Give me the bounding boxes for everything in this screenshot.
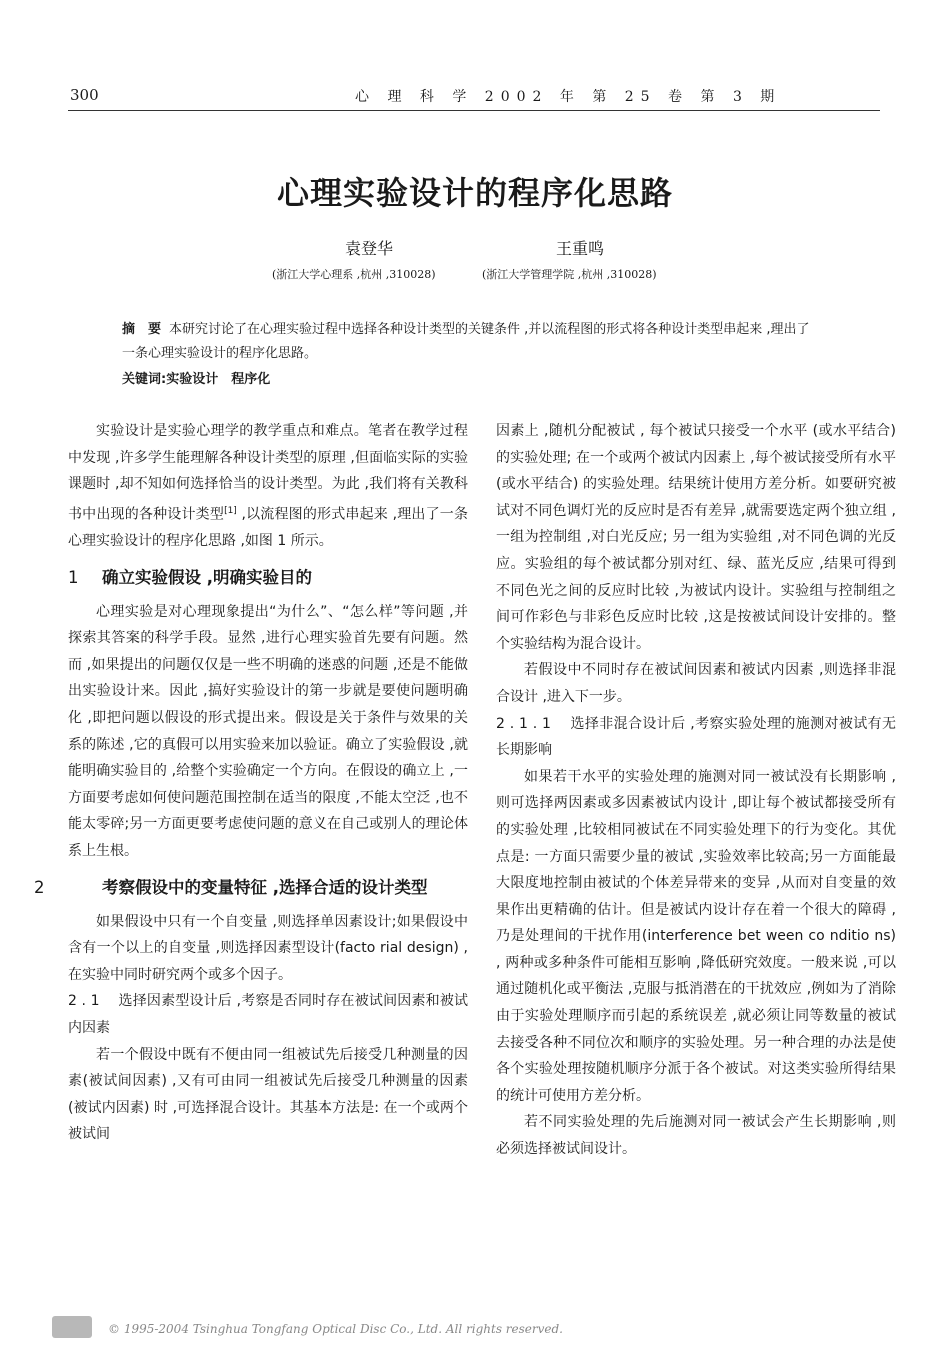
subsection-2-1-heading: 2 . 1 选择因素型设计后 ,考察是否同时存在被试间因素和被试内因素 xyxy=(68,993,468,1036)
subsection-2-1-body: 若一个假设中既有不便由同一组被试先后接受几种测量的因素(被试间因素) ,又有可由同一组被试先后接受几种测量的因素(被试内因素) 时 ,可选择混合设计。其基本方法是: 在一个或两个被试间 xyxy=(68,1046,468,1143)
author-name: 袁登华 xyxy=(345,239,394,258)
left-column xyxy=(34,418,468,1148)
header-rule xyxy=(68,110,880,111)
paragraph: 因素上 ,随机分配被试 , 每个被试只接受一个水平 (或水平结合) 的实验处理; 在一个或两个被试内因素上 ,每个被试接受所有水平(或水平结合) 的实验处理。结果统计使用方差分析。如要研究被试对不同色调灯光的反应时是否有差异 ,就需要选定两个独立组 ,一组为控制组 ,对白光反应; 另一组为实验组 ,对不同色调的光反应。实验组的每个被试都分别对红、绿、蓝光反应 ,结果可得到不同色光之间的反应时比较 ,为被试内设计。实验组与控制组之间可作彩色与非彩色反应时比较 ,这是按被试间设计安排的。整个实验结构为混合设计。 xyxy=(496,423,896,652)
keywords: 关键词:实验设计 程序化 xyxy=(122,372,271,387)
journal-header: 心 理 科 学 2002 年 第 25 卷 第 3 期 xyxy=(355,89,782,105)
section-1-heading: 1 确立实验假设 ,明确实验目的 xyxy=(68,567,313,587)
paragraph: 如果若干水平的实验处理的施测对同一被试没有长期影响 ,则可选择两因素或多因素被试内设计 ,即让每个被试都接受所有的实验处理 ,比较相同被试在不同实验处理下的行为变化。其优点是: 一方面只需要少量的被试 ,实验效率比较高;另一方面能最大限度地控制由被试的个体差异带来的变异 ,从而对自变量的效果作出更精确的估计。但是被试内设计存在着一个很大的障碍 ,乃是处理间的干扰作用(interference bet ween co nditio ns) , 两种或多种条件可能相互影响 ,降低研究效度。一般来说 ,可以通过随机化或平衡法 ,克服与抵消潜在的干扰效应 ,例如为了消除由于实验处理顺序而引起的系统误差 ,就必须让同等数量的被试去接受各种不同位次和顺序的实验处理。另一种合理的办法是使各个实验处理按随机顺序分派于各个被试。对这类实验所得结果的统计可使用方差分析。 xyxy=(496,768,896,1104)
paragraph: 若不同实验处理的先后施测对同一被试会产生长期影响 ,则必须选择被试间设计。 xyxy=(496,1114,896,1158)
abstract xyxy=(122,318,822,366)
page-number: 300 xyxy=(70,86,99,104)
abstract-text: 本研究讨论了在心理实验过程中选择各种设计类型的关键条件 ,并以流程图的形式将各种设计类型串起来 ,理出了一条心理实验设计的程序化思路。 xyxy=(122,322,810,361)
section-1-body: 心理实验是对心理现象提出“为什么”、“怎么样”等问题 ,并探索其答案的科学手段。显然 ,进行心理实验首先要有问题。然而 ,如果提出的问题仅仅是一些不明确的迷惑的问题 ,还是不能做出实验设计来。因此 ,搞好实验设计的第一步就是要使问题明确化 ,即把问题以假设的形式提出来。假设是关于条件与效果的关系的陈述 ,它的真假可以用实验来加以验证。确立了实验假设 ,就能明确实验目的 ,给整个实验确定一个方向。在假设的确立上 ,一方面要考虑如何使问题范围控制在适当的限度 ,不能太空泛 ,也不能太零碎;另一方面更要考虑使问题的意义在自己或别人的理论体系上生根。 xyxy=(68,603,468,859)
author-name: 王重鸣 xyxy=(556,239,605,258)
author-affiliation: (浙江大学心理系 ,杭州 ,310028) xyxy=(272,268,436,281)
subsection-2-1-1-heading: 2 . 1 . 1 选择非混合设计后 ,考察实验处理的施测对被试有无长期影响 xyxy=(496,715,896,759)
paragraph: 若假设中不同时存在被试间因素和被试内因素 ,则选择非混合设计 ,进入下一步。 xyxy=(496,662,896,705)
copyright-footer: © 1995-2004 Tsinghua Tongfang Optical Disc Co., Ltd. All rights reserved. xyxy=(108,1322,563,1336)
section-2-body: 如果假设中只有一个自变量 ,则选择单因素设计;如果假设中含有一个以上的自变量 ,则选择因素型设计(facto rial design) ,在实验中同时研究两个或多个因子。 xyxy=(68,913,468,983)
publisher-logo-icon xyxy=(52,1316,92,1338)
author-affiliation: (浙江大学管理学院 ,杭州 ,310028) xyxy=(482,268,657,281)
section-2-heading: 2 考察假设中的变量特征 ,选择合适的设计类型 xyxy=(34,877,428,897)
abstract-label: 摘 要 xyxy=(122,322,162,337)
intro-paragraph: 实验设计是实验心理学的教学重点和难点。笔者在教学过程中发现 ,许多学生能理解各种设计类型的原理 ,但面临实际的实验课题时 ,却不知如何选择恰当的设计类型。为此 ,我们将有关教科书中出现的各种设计类型[1] ,以流程图的形式串起来 ,理出了一条心理实验设计的程序化思路 ,如图 1 所示。 xyxy=(68,423,468,550)
citation-ref: [1] xyxy=(224,505,237,516)
paper-title: 心理实验设计的程序化思路 xyxy=(276,174,673,212)
right-column xyxy=(496,418,896,1163)
